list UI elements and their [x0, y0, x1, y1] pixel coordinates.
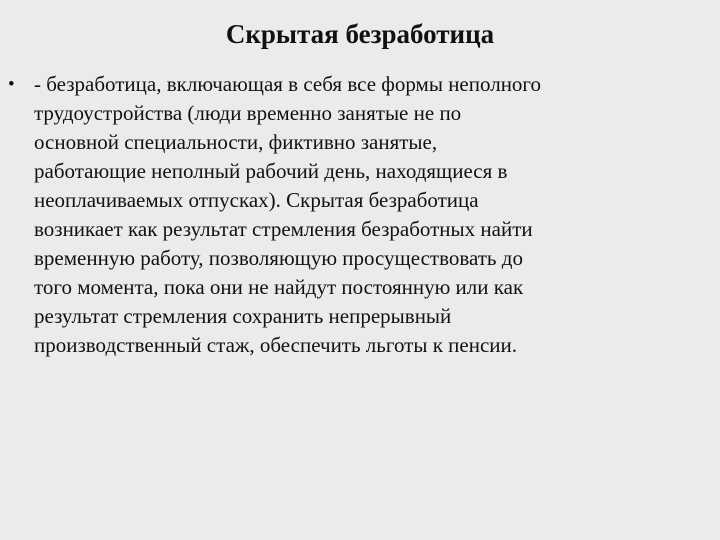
- bullet-text-line-6: возникает как результат стремления безработных найти: [34, 217, 533, 241]
- bullet-text-line-1: - безработица, включающая в себя все формы неполного: [34, 72, 542, 96]
- bullet-text-line-10: производственный стаж, обеспечить льготы к пенсии.: [34, 333, 518, 357]
- bullet-text-line-8: того момента, пока они не найдут постоянную или как: [34, 275, 524, 299]
- slide-title: Скрытая безработица: [225, 19, 495, 49]
- bullet-icon: •: [8, 74, 15, 95]
- bullet-text-line-2: трудоустройства (люди временно занятые не по: [34, 101, 462, 125]
- bullet-item: [6, 70, 716, 360]
- bullet-text-line-5: неоплачиваемых отпусках). Скрытая безработица: [34, 188, 479, 212]
- bullet-list: [6, 70, 716, 360]
- bullet-text-line-9: результат стремления сохранить непрерывный: [34, 304, 452, 328]
- bullet-text-line-7: временную работу, позволяющую просуществовать до: [34, 246, 523, 270]
- bullet-text-line-4: работающие неполный рабочий день, находящиеся в: [34, 159, 508, 183]
- bullet-text-line-3: основной специальности, фиктивно занятые,: [34, 130, 438, 154]
